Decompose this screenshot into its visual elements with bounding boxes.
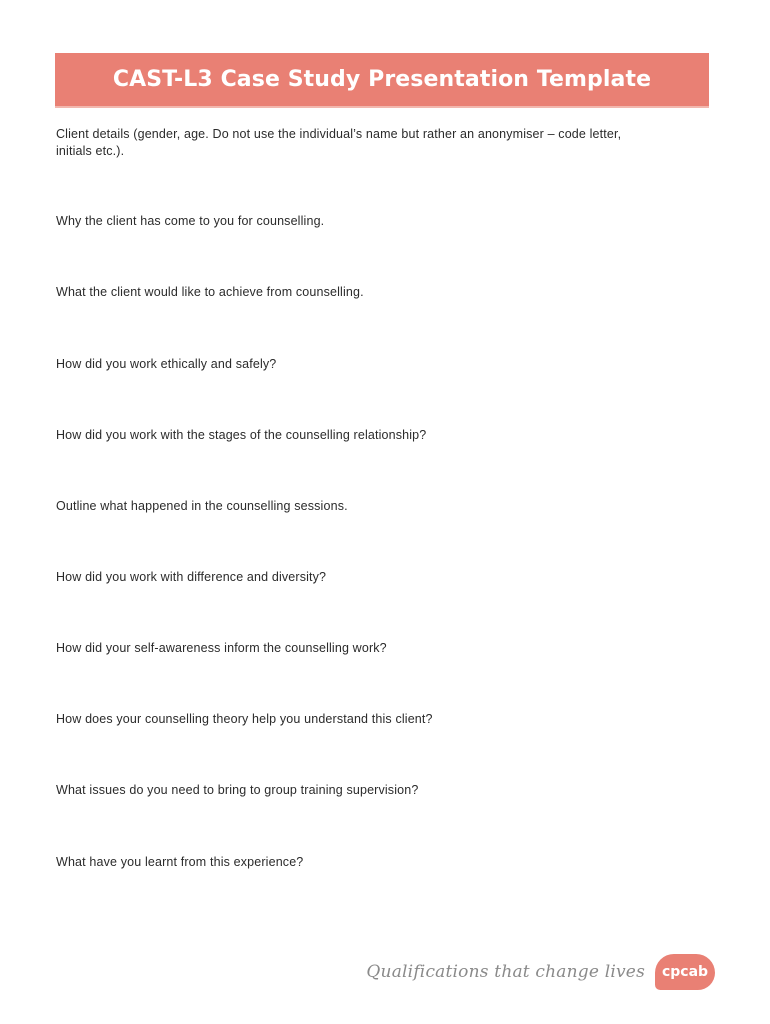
cpcab-logo bbox=[655, 954, 715, 990]
prompt-difference-diversity bbox=[56, 569, 706, 586]
prompt-self-awareness-text: How did your self-awareness inform the counselling work? bbox=[56, 641, 387, 655]
prompt-reason-for-counselling bbox=[56, 213, 706, 230]
prompt-counselling-theory bbox=[56, 711, 706, 728]
prompt-sessions-outline-text: Outline what happened in the counselling sessions. bbox=[56, 499, 348, 513]
prompt-sessions-outline bbox=[56, 498, 706, 515]
footer bbox=[366, 952, 715, 992]
page-title: CAST-L3 Case Study Presentation Template bbox=[112, 67, 652, 92]
prompt-client-details bbox=[56, 126, 706, 160]
prompt-counselling-theory-text: How does your counselling theory help you understand this client? bbox=[56, 712, 433, 726]
prompt-relationship-stages-text: How did you work with the stages of the counselling relationship? bbox=[56, 428, 427, 442]
prompt-client-details-line1: Client details (gender, age. Do not use the individual’s name but rather an anonymiser – code letter, bbox=[56, 127, 622, 141]
prompt-difference-diversity-text: How did you work with difference and diversity? bbox=[56, 570, 327, 584]
prompt-learning bbox=[56, 854, 706, 871]
prompt-learning-text: What have you learnt from this experience? bbox=[56, 855, 304, 869]
prompt-reason-for-counselling-text: Why the client has come to you for counselling. bbox=[56, 214, 325, 228]
title-banner bbox=[55, 53, 709, 108]
prompt-client-goals bbox=[56, 284, 706, 301]
prompt-supervision-issues-text: What issues do you need to bring to group training supervision? bbox=[56, 783, 419, 797]
prompt-client-details-line2: initials etc.). bbox=[56, 144, 125, 158]
prompt-self-awareness bbox=[56, 640, 706, 657]
prompt-supervision-issues bbox=[56, 782, 706, 799]
cpcab-logo-text: cpcab bbox=[661, 964, 709, 980]
prompt-ethics-safety bbox=[56, 356, 706, 373]
prompt-client-goals-text: What the client would like to achieve from counselling. bbox=[56, 285, 364, 299]
footer-tagline: Qualifications that change lives bbox=[366, 962, 645, 982]
prompt-ethics-safety-text: How did you work ethically and safely? bbox=[56, 357, 277, 371]
prompt-relationship-stages bbox=[56, 427, 706, 444]
